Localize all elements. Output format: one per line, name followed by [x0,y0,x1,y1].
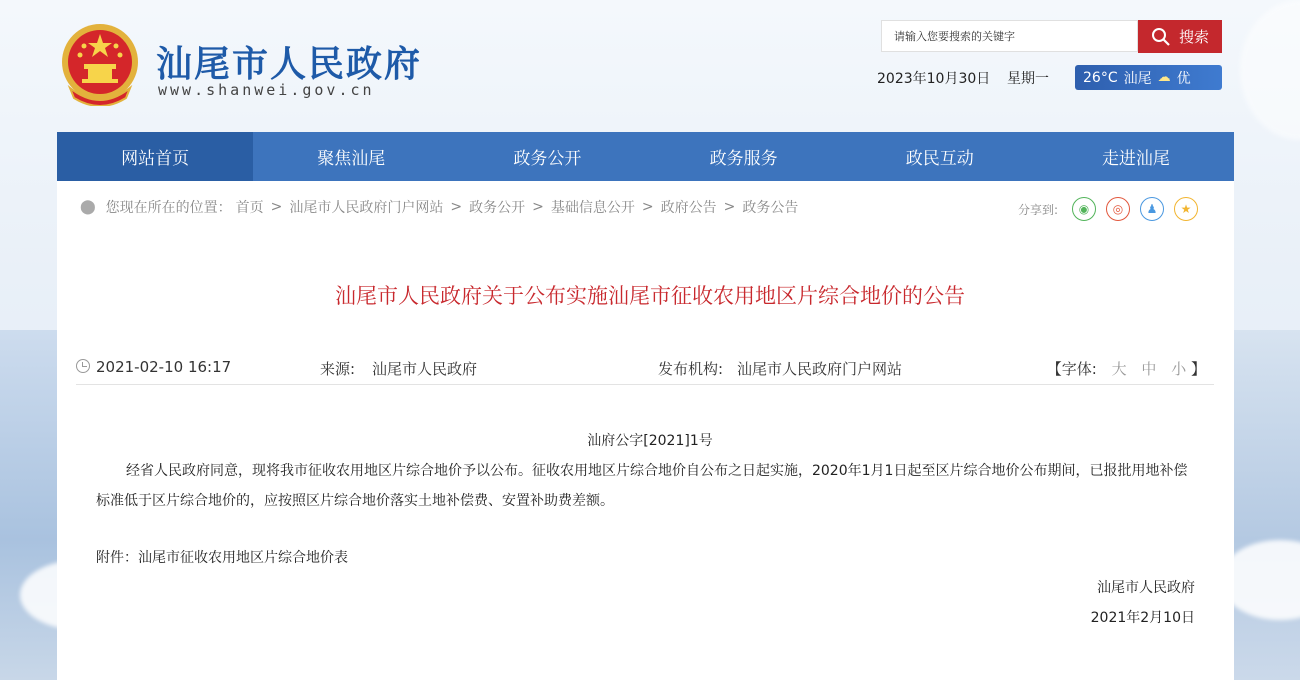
national-emblem-icon [60,22,140,106]
article-paragraph: 经省人民政府同意，现将我市征收农用地区片综合地价予以公布。征收农用地区片综合地价自公布之日起实施，2020年1月1日起至区片综合地价公布期间，已报批用地补偿标准低于区片综合地价的，应按照区片综合地价落实土地补偿费、安置补助费差额。 [96,463,1188,509]
breadcrumb-gov-notice[interactable]: 政府公告 [660,200,717,216]
nav-item-about-city[interactable]: 走进汕尾 [1101,149,1170,169]
breadcrumb-basic-info[interactable]: 基础信息公开 [550,200,635,216]
share-label: 分享到: [1018,202,1059,217]
search-box [881,20,1138,52]
main-nav [57,132,1234,181]
qzone-icon[interactable]: ★ [1174,197,1198,221]
wechat-icon[interactable]: ◉ [1072,197,1096,221]
background-left [0,330,60,680]
breadcrumb-separator: > [723,199,736,215]
breadcrumb-affairs-notice[interactable]: 政务公告 [742,200,799,216]
org-label: 发布机构: [658,360,724,378]
font-size-close: 】 [1190,360,1206,378]
article-meta [76,358,1214,385]
air-quality: 优 [1176,70,1191,87]
font-large-button[interactable]: 大 [1111,360,1127,378]
breadcrumb-separator: > [270,199,283,215]
clock-icon [76,359,90,373]
article-title: 汕尾市人民政府关于公布实施汕尾市征收农用地区片综合地价的公告 [335,284,965,308]
document-number: 汕府公字[2021]1号 [587,433,713,449]
source-value: 汕尾市人民政府 [372,360,478,378]
qq-icon[interactable]: ♟ [1140,197,1164,221]
background-right [1234,330,1300,680]
nav-item-gov-affairs-open[interactable]: 政务公开 [513,149,582,169]
search-button[interactable] [1138,20,1222,53]
breadcrumb-prefix: 您现在所在的位置： [105,200,232,216]
font-medium-button[interactable]: 中 [1141,360,1157,378]
current-date: 2023年10月30日 [877,71,991,87]
search-input[interactable] [882,21,1137,51]
location-pin-icon: ⬤ [80,199,96,215]
breadcrumb [80,197,798,217]
breadcrumb-gov-affairs[interactable]: 政务公开 [469,200,526,216]
share-bar [1018,197,1198,221]
nav-item-gov-services[interactable]: 政务服务 [709,149,778,169]
weather-widget[interactable] [1075,65,1222,90]
font-size-label: 【字体: [1046,360,1097,378]
font-size-control [1047,358,1206,379]
nav-item-interaction[interactable]: 政民互动 [905,149,974,169]
attachment-link[interactable]: 附件：汕尾市征收农用地区片综合地价表 [96,550,348,566]
site-url: www.shanwei.gov.cn [158,81,375,99]
breadcrumb-separator: > [641,199,654,215]
nav-item-focus[interactable]: 聚焦汕尾 [317,149,386,169]
weather-temp: 26°C [1083,69,1118,86]
search-button-label: 搜索 [1178,28,1209,46]
org-value: 汕尾市人民政府门户网站 [737,360,903,378]
current-weekday: 星期一 [1007,71,1049,87]
nav-item-home[interactable]: 网站首页 [57,132,253,181]
source-label: 来源: [320,360,356,378]
cloud-sun-icon: ☁ [1157,70,1171,85]
site-title[interactable]: 汕尾市人民政府 [156,44,423,85]
font-small-button[interactable]: 小 [1171,360,1187,378]
publish-time: 2021-02-10 16:17 [96,358,232,376]
weather-city: 汕尾 [1123,70,1152,87]
breadcrumb-portal[interactable]: 汕尾市人民政府门户网站 [289,200,444,216]
sign-date: 2021年2月10日 [1090,610,1195,626]
breadcrumb-separator: > [450,199,463,215]
breadcrumb-separator: > [532,199,544,215]
breadcrumb-home[interactable]: 首页 [235,200,264,216]
signer: 汕尾市人民政府 [1097,580,1195,596]
search-icon [1151,27,1171,47]
bg-cloud [1240,0,1300,140]
weibo-icon[interactable]: ◎ [1106,197,1130,221]
